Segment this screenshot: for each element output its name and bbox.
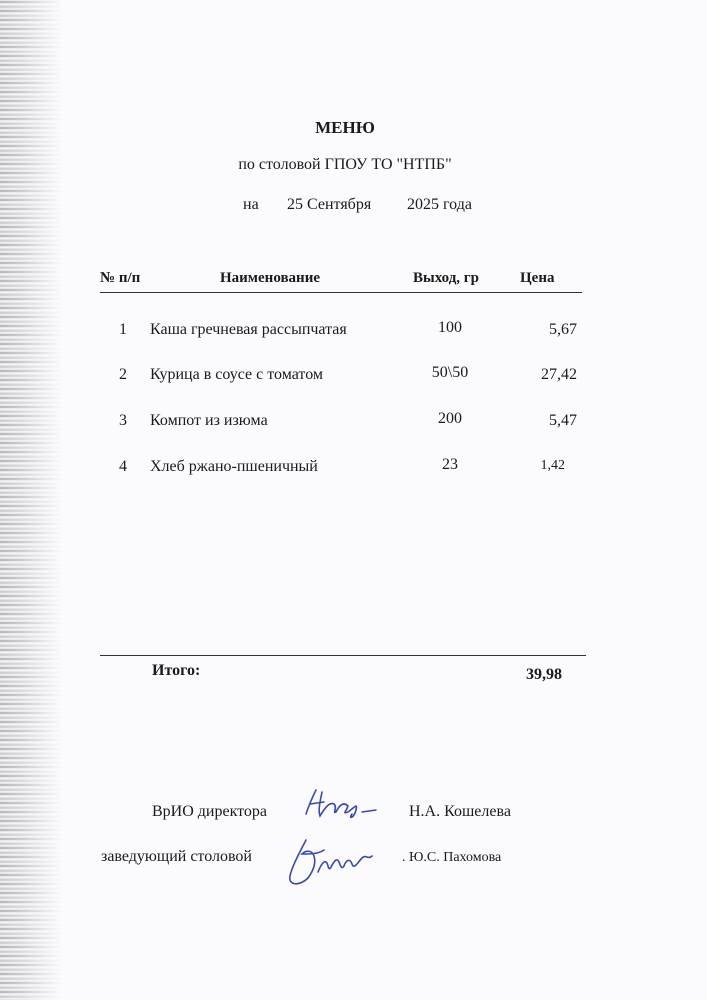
header-price: Цена	[520, 270, 555, 286]
row-3-number: 3	[119, 412, 127, 429]
header-name: Наименование	[220, 270, 320, 286]
row-1-output: 100	[438, 319, 462, 336]
header-rule	[100, 292, 582, 293]
total-rule	[100, 655, 586, 656]
scan-edge-shadow	[0, 0, 62, 1000]
row-3-name: Компот из изюма	[150, 412, 268, 429]
row-4-number: 4	[119, 458, 127, 475]
row-2-number: 2	[119, 366, 127, 383]
total-label: Итого:	[152, 662, 201, 679]
row-1-number: 1	[119, 321, 127, 338]
signer-1-name: Н.А. Кошелева	[409, 803, 511, 820]
signer-2-role: заведующий столовой	[101, 848, 252, 865]
signer-1-role: ВрИО директора	[152, 803, 268, 820]
row-2-output: 50\50	[431, 364, 469, 381]
total-value: 39,98	[526, 666, 562, 683]
row-3-output: 200	[438, 410, 462, 427]
row-4-price: 1,42	[540, 458, 565, 473]
row-2-name: Курица в соусе с томатом	[150, 366, 324, 383]
header-output: Выход, гр	[413, 270, 479, 286]
director-signature	[296, 784, 386, 824]
row-1-price: 5,67	[549, 321, 577, 338]
date-year: 2025 года	[407, 196, 472, 213]
row-3-price: 5,47	[549, 412, 577, 429]
row-2-price: 27,42	[541, 366, 577, 383]
canteen-head-signature	[284, 832, 384, 890]
row-4-output: 23	[442, 456, 458, 473]
signer-2-name: . Ю.С. Пахомова	[402, 850, 502, 865]
row-1-name: Каша гречневая рассыпчатая	[150, 321, 347, 338]
row-4-name: Хлеб ржано-пшеничный	[150, 458, 318, 475]
document-subtitle: по столовой ГПОУ ТО "НТПБ"	[238, 156, 452, 173]
date-prefix: на	[243, 196, 259, 213]
header-number: № п/п	[100, 270, 141, 286]
date-day-month: 25 Сентября	[287, 196, 372, 213]
document-title: МЕНЮ	[315, 118, 375, 137]
